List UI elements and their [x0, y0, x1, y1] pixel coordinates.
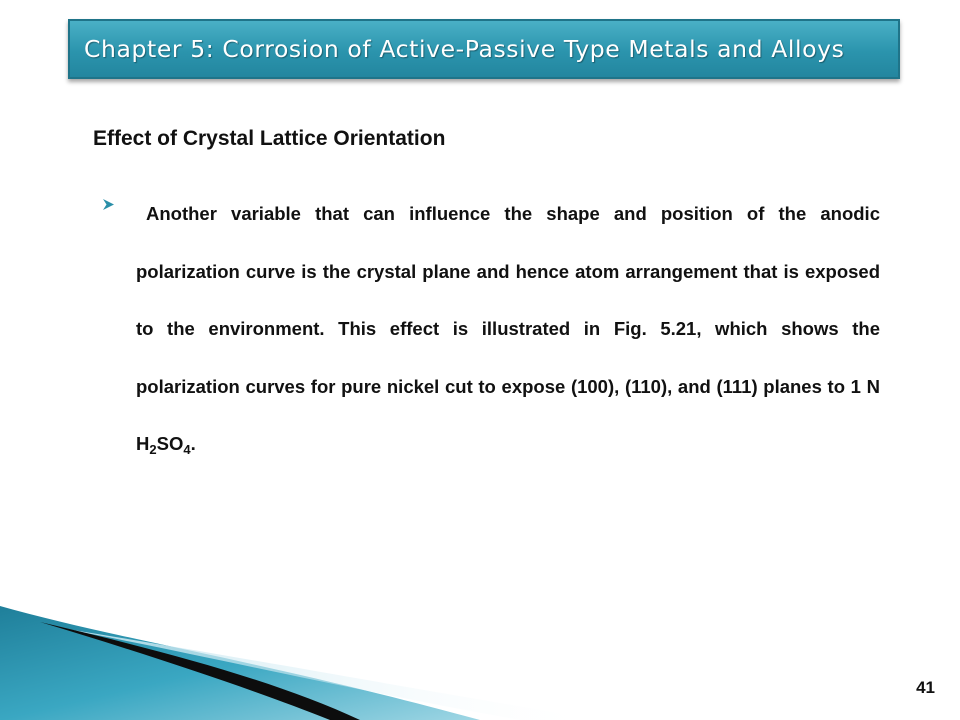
formula-so: SO	[156, 433, 184, 454]
swoosh-light	[60, 628, 600, 720]
swoosh-black	[40, 622, 360, 720]
bullet-text	[102, 185, 880, 473]
page-number: 41	[916, 678, 935, 697]
title-bar	[68, 19, 900, 79]
bullet-item	[102, 185, 880, 473]
subscript-4: 4	[183, 442, 191, 457]
arrowhead-bullet-icon	[102, 198, 115, 211]
bullet-text-end: .	[190, 433, 196, 454]
slide-title: Chapter 5: Corrosion of Active-Passive Type Metals and Alloys	[84, 35, 845, 63]
section-heading: Effect of Crystal Lattice Orientation	[93, 127, 446, 150]
subscript-2: 2	[149, 442, 157, 457]
bullet-text-body: Another variable that can influence the shape and position of the anodic polarization curve is the crystal plane and hence atom arrangement that is exposed to the environment. This effect is illustrated in Fig. 5.21, which shows the polarization curves for pure nickel cut to expose (100), (110), and (111) planes to 1 N H	[136, 203, 880, 454]
swoosh-teal	[0, 606, 480, 720]
